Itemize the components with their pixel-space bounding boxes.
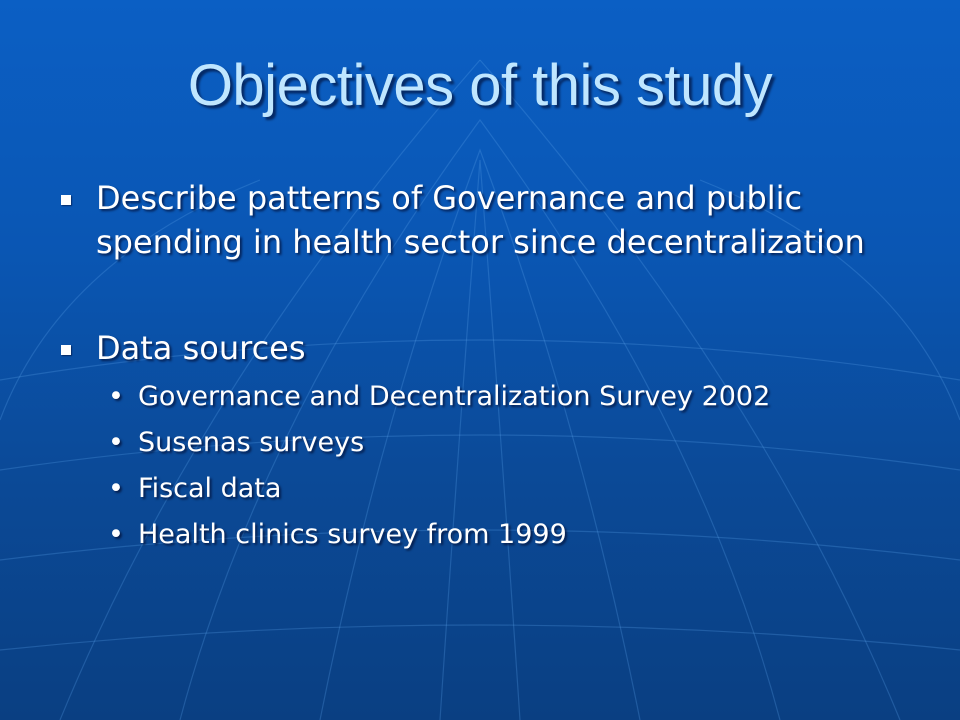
bullet-item-objective [56,176,936,264]
sub-bullet-text: Susenas surveys [138,427,365,458]
bullet-text: Data sources [96,329,306,367]
slide-title: Objectives of this study [187,53,773,118]
dot-bullet-icon: • [108,473,124,504]
sub-bullet-text: Fiscal data [138,473,282,504]
bullet-item-data-sources [56,326,936,558]
dot-bullet-icon: • [108,427,124,458]
dot-bullet-icon: • [108,519,124,550]
square-bullet-icon [61,345,71,355]
bullet-list [56,176,936,558]
sub-bullet-item [108,512,936,558]
sub-bullet-text: Health clinics survey from 1999 [138,519,567,550]
bullet-text: Describe patterns of Governance and public spending in health sector since decentralization [96,179,865,261]
sub-bullet-list [96,374,936,558]
square-bullet-icon [61,195,71,205]
sub-bullet-text: Governance and Decentralization Survey 2002 [138,381,771,412]
sub-bullet-item [108,420,936,466]
dot-bullet-icon: • [108,381,124,412]
sub-bullet-item [108,374,936,420]
sub-bullet-item [108,466,936,512]
